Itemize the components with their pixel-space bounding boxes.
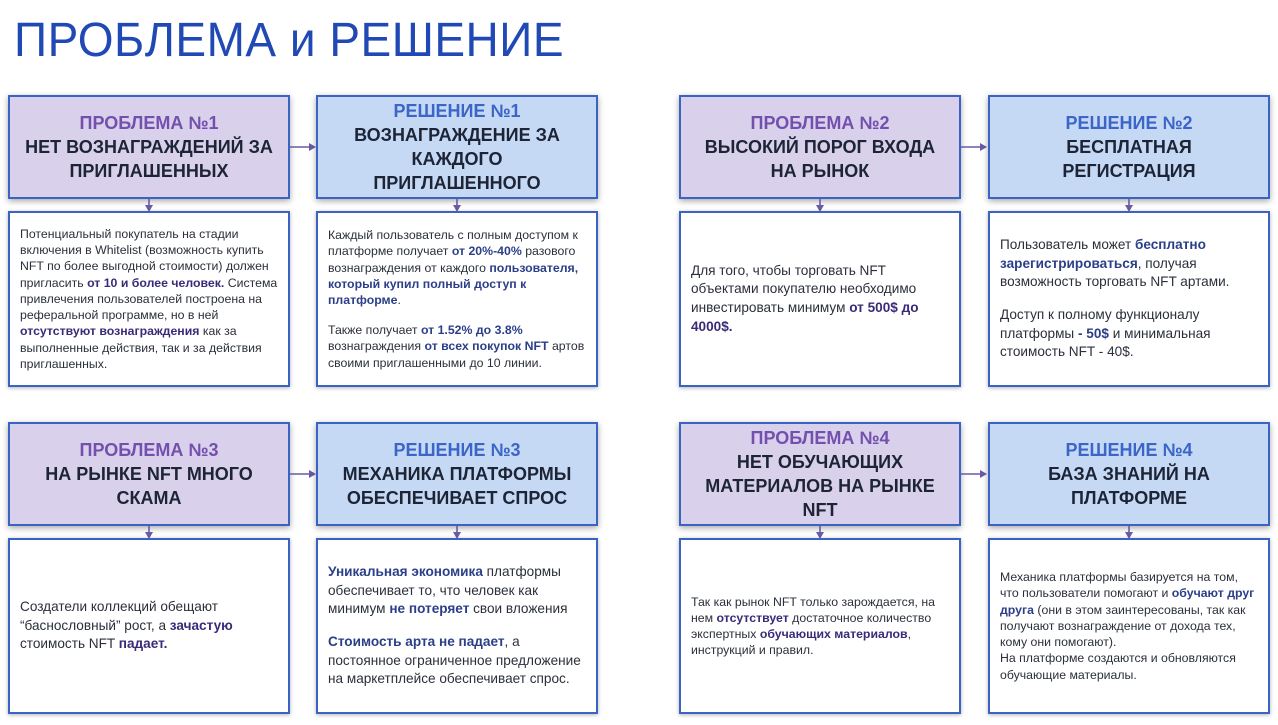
solution-1-text: Каждый пользователь с полным доступом к платформе получает bbox=[328, 228, 578, 259]
solution-3-text: , а постоянное ограниченное предложение на маркетплейсе обеспечивает спрос. bbox=[328, 634, 581, 687]
solution-1-text: вознаграждения bbox=[328, 339, 425, 354]
problem-4-label: ПРОБЛЕМА №4 bbox=[750, 427, 890, 448]
problem-3-text: стоимость NFT bbox=[20, 636, 119, 652]
solution-4-label: РЕШЕНИЕ №4 bbox=[1065, 439, 1193, 460]
arrow-right-icon bbox=[961, 469, 987, 479]
solution-4-text: Механика платформы базируется на том, что пользователи помогают и bbox=[1000, 570, 1238, 601]
solution-3-highlight: Уникальная экономика bbox=[328, 564, 483, 580]
solution-1-text: артов своими приглашенными до 10 линии. bbox=[328, 339, 585, 370]
solution-4-description bbox=[988, 538, 1270, 714]
problem-2-description bbox=[679, 211, 961, 387]
problem-2-header bbox=[679, 95, 961, 199]
solution-1-label: РЕШЕНИЕ №1 bbox=[393, 100, 521, 121]
problem-4-highlight: отсутствует bbox=[716, 610, 789, 625]
solution-1-description bbox=[316, 211, 598, 387]
problem-1-highlight: от 10 и более человек. bbox=[87, 275, 225, 290]
solution-1-text: Также получает bbox=[328, 323, 421, 338]
problem-3-header bbox=[8, 422, 290, 526]
problem-3-label: ПРОБЛЕМА №3 bbox=[79, 439, 219, 460]
solution-3-highlight: Стоимость арта не падает bbox=[328, 634, 505, 649]
arrow-right-icon bbox=[290, 469, 316, 479]
solution-1-highlight: пользователя, который купил полный доступ к платформе bbox=[328, 260, 579, 307]
solution-2-header bbox=[988, 95, 1270, 199]
problem-2-highlight: от 500$ до 4000$. bbox=[691, 300, 919, 334]
problem-2-label: ПРОБЛЕМА №2 bbox=[750, 112, 890, 133]
solution-2-highlight: - 50$ bbox=[1077, 325, 1109, 341]
problem-1-text: Система привлечения пользователей построена на реферальной программе, но в ней bbox=[20, 275, 278, 323]
problem-4-highlight: обучающих материалов bbox=[759, 627, 908, 641]
page-title: ПРОБЛЕМА и РЕШЕНИЕ bbox=[14, 11, 564, 67]
solution-3-highlight: не потеряет bbox=[389, 601, 470, 617]
problem-1-header bbox=[8, 95, 290, 199]
arrow-right-icon bbox=[290, 142, 316, 152]
problem-4-header bbox=[679, 422, 961, 526]
problem-3-description bbox=[8, 538, 290, 714]
problem-2-title: ВЫСОКИЙ ПОРОГ ВХОДА НА РЫНОК bbox=[704, 136, 936, 181]
solution-3-title: МЕХАНИКА ПЛАТФОРМЫ ОБЕСПЕЧИВАЕТ СПРОС bbox=[342, 463, 572, 508]
problem-1-text: Потенциальный покупатель на стадии включения в Whitelist (возможность купить NFT по более выгодной стоимости) должен пригласить bbox=[20, 227, 269, 290]
solution-1-highlight: от 1.52% до 3.8% bbox=[420, 323, 523, 338]
solution-2-text: и минимальная стоимость NFT - 40$. bbox=[1000, 325, 1211, 360]
solution-3-header bbox=[316, 422, 598, 526]
solution-2-text: Доступ к полному функционалу платформы bbox=[1000, 307, 1200, 341]
solution-4-highlight: обучают друг друга bbox=[1000, 586, 1255, 617]
solution-1-highlight: от 20%-40% bbox=[451, 244, 522, 259]
solution-1-text: разового вознаграждения от каждого bbox=[328, 244, 576, 275]
solution-2-title: БЕСПЛАТНАЯ РЕГИСТРАЦИЯ bbox=[1062, 136, 1196, 181]
solution-1-highlight: от всех покупок NFT bbox=[424, 339, 549, 354]
problem-1-label: ПРОБЛЕМА №1 bbox=[79, 112, 219, 133]
solution-4-header bbox=[988, 422, 1270, 526]
solution-2-label: РЕШЕНИЕ №2 bbox=[1065, 112, 1193, 133]
problem-1-title: НЕТ ВОЗНАГРАЖДЕНИЙ ЗА ПРИГЛАШЕННЫХ bbox=[25, 136, 273, 181]
problem-4-text: достаточное количество экспертных bbox=[691, 610, 932, 641]
solution-1-title: ВОЗНАГРАЖДЕНИЕ ЗА КАЖДОГО ПРИГЛАШЕННОГО bbox=[354, 124, 560, 193]
arrow-right-icon bbox=[961, 142, 987, 152]
problem-3-text: Создатели коллекций обещают “баснословный” рост, а bbox=[20, 599, 218, 633]
problem-2-text: Для того, чтобы торговать NFT объектами покупателю необходимо инвестировать минимум bbox=[691, 262, 917, 315]
solution-3-text: платформы обеспечивает то, что человек как минимум bbox=[328, 564, 561, 617]
problem-4-text: Так как рынок NFT только зарождается, на нем bbox=[691, 594, 935, 625]
problem-1-highlight: отсутствуют вознаграждения bbox=[20, 324, 200, 339]
problem-3-highlight: падает. bbox=[118, 636, 168, 652]
solution-2-text: Пользователь может bbox=[1000, 237, 1135, 253]
solution-1-text: . bbox=[397, 293, 401, 307]
solution-4-text: (они в этом заинтересованы, так как получают вознаграждение от дохода тех, кому они помогают). bbox=[1000, 602, 1246, 650]
problem-4-description bbox=[679, 538, 961, 714]
problem-1-text: как за выполненные действия, так и за действия приглашенных. bbox=[20, 324, 262, 371]
solution-3-text: свои вложения bbox=[469, 601, 568, 617]
problem-4-title: НЕТ ОБУЧАЮЩИХ МАТЕРИАЛОВ НА РЫНКЕ NFT bbox=[705, 451, 935, 520]
solution-2-text: , получая возможность торговать NFT артами. bbox=[1000, 255, 1230, 290]
problem-3-highlight: зачастую bbox=[169, 617, 233, 633]
solution-4-text: На платформе создаются и обновляются обучающие материалы. bbox=[1000, 651, 1236, 682]
problem-1-description bbox=[8, 211, 290, 387]
solution-2-highlight: бесплатно зарегистрироваться bbox=[1000, 237, 1206, 271]
problem-4-text: , инструкций и правил. bbox=[691, 627, 911, 658]
solution-2-description bbox=[988, 211, 1270, 387]
solution-4-title: БАЗА ЗНАНИЙ НА ПЛАТФОРМЕ bbox=[1048, 463, 1210, 508]
solution-3-description bbox=[316, 538, 598, 714]
solution-1-header bbox=[316, 95, 598, 199]
problem-3-title: НА РЫНКЕ NFT МНОГО СКАМА bbox=[45, 463, 253, 508]
solution-3-label: РЕШЕНИЕ №3 bbox=[393, 439, 521, 460]
